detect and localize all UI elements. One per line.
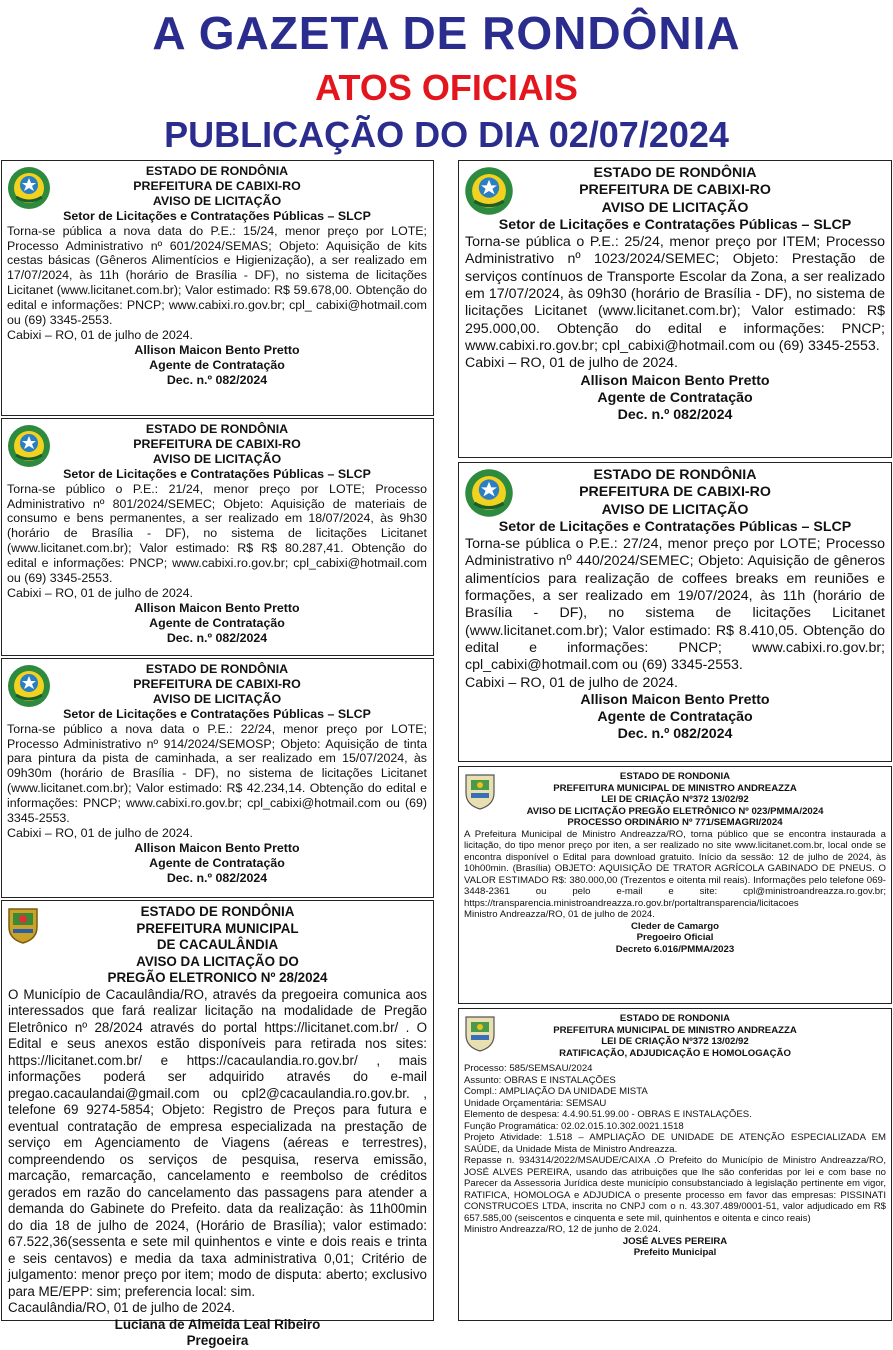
sector-heading: Setor de Licitações e Contratações Públicas – SLCP	[63, 208, 371, 223]
org-heading: PREFEITURA DE CABIXI-RO	[133, 676, 301, 691]
notice-title: AVISO DA LICITAÇÃO DO	[136, 953, 299, 969]
notice-ministro-andreazza-pregao-023	[458, 766, 892, 1004]
org-heading: PREFEITURA DE CABIXI-RO	[579, 484, 771, 501]
notice-cabixi-pe-25	[458, 160, 892, 458]
cacaulandia-crest-icon	[6, 905, 40, 945]
notice-ministro-andreazza-ratificacao	[458, 1008, 892, 1321]
place-date: Ministro Andreazza/RO, 01 de julho de 2024.	[464, 909, 655, 920]
notice-cacaulandia-pregao-28	[1, 900, 434, 1348]
ministro-andreazza-crest-icon	[463, 771, 497, 811]
signer-decree: Dec. n.º 082/2024	[166, 630, 268, 645]
state-heading: ESTADO DE RONDÔNIA	[145, 662, 289, 676]
sector-heading: Setor de Licitações e Contratações Públicas – SLCP	[498, 518, 852, 535]
ministro-andreazza-crest-icon	[463, 1013, 497, 1053]
signer-role: Agente de Contratação	[149, 855, 285, 870]
signer-name: Allison Maicon Bento Pretto	[580, 691, 770, 708]
detail-line: Função Programática: 02.02.015.10.302.0021.1518	[464, 1120, 684, 1132]
law-heading: LEI DE CRIAÇÃO Nº372 13/02/92	[601, 1036, 749, 1047]
place-date: Cabixi – RO, 01 de julho de 2024.	[7, 327, 193, 342]
notice-body: Repasse n. 934314/2022/MSAUDE/CAIXA .O Prefeito do Município de Ministro Andreazza/RO, JOSÉ ALVES PEREIRA, usando das atribuições que lhe são conferidas por lei e com base no Parecer da Assessoria Jurídica deste município consubstanciado à legislação pertinente em vigor, RATIFICA, HOMOLOGA e ADJUDICA o presente processo em favor das empresas: PISSINATI CONSTRUCOES LTDA, inscrita no CNPJ com o n. 43.307.489/0001-51, valor adjudicado em R$ 657.585,00 (seiscentos e cinquenta e sete mil, quinhentos e oitenta e cinco reais)	[464, 1155, 886, 1224]
state-heading: ESTADO DE RONDÔNIA	[593, 165, 757, 181]
place-date: Cabixi – RO, 01 de julho de 2024.	[7, 825, 193, 840]
signer-decree: Dec. n.º 082/2024	[617, 407, 733, 424]
publication-date: PUBLICAÇÃO DO DIA 02/07/2024	[164, 114, 729, 155]
notice-body: Torna-se pública o P.E.: 27/24, menor preço por LOTE; Processo Administrativo nº 440/2024/SEMEC; Objeto: Aquisição de gêneros alimentícios para realização de coffees breaks em reuniões e formações, a ser realizado em 19/07/2024, às 11h (horário de Brasília - DF), no sistema de licitações Licitanet (www.licitanet.com.br); Valor estimado: R$ 8.410,05. Obtenção do edital e informações: PNCP; www.cabixi.ro.gov.br; cpl_cabixi@hotmail.com ou (69) 3345-2553.	[465, 536, 885, 674]
sector-heading: Setor de Licitações e Contratações Públicas – SLCP	[63, 706, 371, 721]
state-heading: ESTADO DE RONDÔNIA	[593, 467, 757, 483]
state-heading: ESTADO DE RONDÔNIA	[145, 422, 289, 436]
state-heading: ESTADO DE RONDONIA	[619, 771, 731, 782]
notice-body: Torna-se pública o P.E.: 25/24, menor preço por ITEM; Processo Administrativo nº 1023/2024/SEMEC; Objeto: Prestação de serviços contínuos de Transporte Escolar da Zona, a ser realizado em 17/07/2024, às 09h30 (horário de Brasília - DF), no sistema de licitações Licitanet (www.licitanet.com.br); Valor estimado: R$ 295.000,00. Obtenção do edital e informações: PNCP; www.cabixi.ro.gov.br; cpl_cabixi@hotmail.com ou (69) 3345-2553.	[465, 234, 885, 354]
notice-title: AVISO DE LICITAÇÃO PREGÃO ELETRÔNICO Nº 023/PMMA/2024	[526, 805, 824, 817]
notice-cabixi-pe-21	[1, 418, 434, 656]
section-title: ATOS OFICIAIS	[315, 67, 578, 108]
detail-line: Unidade Orçamentária: SEMSAU	[464, 1097, 607, 1109]
signer-name: JOSÉ ALVES PEREIRA	[622, 1235, 728, 1247]
notice-body: Torna-se público o P.E.: 21/24, menor preço por LOTE; Processo Administrativo nº 801/2024/SEMEC; Objeto: Aquisição de materiais de consumo e bens permanentes, a ser realizado em 18/07/2024, às 9h30 (horário de Brasília - DF), no sistema de licitações Licitanet (www.licitanet.com.br); Valor estimado: R$ R$ 80.287,41. Obtenção do edital e informações: PNCP; www.cabixi.ro.gov.br; cpl_cabixi@hotmail.com ou (69) 3345-2553.	[7, 481, 427, 586]
signer-name: Allison Maicon Bento Pretto	[580, 372, 770, 389]
state-heading: ESTADO DE RONDÔNIA	[145, 164, 289, 178]
process-heading: PROCESSO ORDINÁRIO Nº 771/SEMAGRI/2024	[567, 817, 783, 828]
signer-decree: Dec. n.º 082/2024	[617, 726, 733, 743]
notice-body: A Prefeitura Municipal de Ministro Andreazza/RO, torna público que se encontra instaurada a licitação, do tipo menor preço por iten, a ser realizado no site www.licitanet.com.br, local onde se encontra disponível o Edital para download gratuito. Início da sessão: 12 de julho de 2024, às 10h00min. (Brasília) OBJETO: AQUISIÇÃO DE TRATOR AGRÍCOLA GABINADO DE PNEUS. O VALOR ESTIMADO R$: 380.000,00 (Trezentos e oitenta mil reais). Informações pelo telefone 069-3448-2361 ou pelo e-mail e site: cpl@ministroandreazza.ro.gov.br; https://transparencia.ministroandreazza.ro.gov.br/portaltransparencia/licitacoes	[464, 828, 886, 909]
org-heading: PREFEITURA DE CABIXI-RO	[133, 178, 301, 193]
notice-title: AVISO DE LICITAÇÃO	[601, 501, 749, 518]
cabixi-crest-icon	[6, 663, 52, 709]
signer-role: Agente de Contratação	[597, 389, 753, 406]
org-heading: PREFEITURA DE CABIXI-RO	[133, 436, 301, 451]
cabixi-crest-icon	[6, 423, 52, 469]
signer-role: Pregoeira	[186, 1333, 249, 1348]
org-heading: PREFEITURA DE CABIXI-RO	[579, 182, 771, 199]
notice-title: AVISO DE LICITAÇÃO	[601, 199, 749, 216]
detail-line: Elemento de despesa: 4.4.90.51.99.00 - OBRAS E INSTALAÇÕES.	[464, 1109, 752, 1120]
detail-line: Processo: 585/SEMSAU/2024	[464, 1063, 593, 1074]
notice-cabixi-pe-27	[458, 462, 892, 762]
org-heading: PREFEITURA MUNICIPAL	[136, 920, 299, 936]
place-date: Cabixi – RO, 01 de julho de 2024.	[465, 674, 678, 691]
sector-heading: Setor de Licitações e Contratações Públicas – SLCP	[63, 466, 371, 481]
place-date: Ministro Andreazza/RO, 12 de junho de 2.024.	[464, 1224, 661, 1235]
notice-title: AVISO DE LICITAÇÃO	[152, 193, 282, 208]
signer-name: Allison Maicon Bento Pretto	[134, 600, 300, 615]
notice-title-2: PREGÃO ELETRONICO Nº 28/2024	[107, 970, 328, 985]
signer-role: Agente de Contratação	[149, 615, 285, 630]
notice-cabixi-pe-15	[1, 160, 434, 416]
signer-role: Agente de Contratação	[597, 709, 753, 726]
org-heading-2: DE CACAULÂNDIA	[156, 937, 279, 952]
notice-title: AVISO DE LICITAÇÃO	[152, 451, 282, 466]
activity-line: Projeto Atividade: 1.518 – AMPLIAÇÃO DE UNIDADE DE ATENÇÃO ESPECIALIZADA EM SAÚDE, da Unidade Mista de Ministro Andreazza.	[464, 1132, 886, 1155]
signer-role: Pregoeiro Oficial	[636, 932, 714, 943]
notice-body: O Município de Cacaulândia/RO, através da pregoeira comunica aos interessados que fará realizar licitação na modalidade de Pregão Eletrônico nº 28/2024 através do portal https://licitanet.com.br/ . O Edital e seus anexos estão disponíveis para retirada nos sites: https://licitanet.com.br/ e https://cacaulandia.ro.gov.br/ , mais informações poderá ser adquirido através do e-mail pregao.cacaulandai@gmail.com ou cpl2@cacaulandia.ro.gov.br. , telefone 69 9274-5854; Objeto: Registro de Preços para futura e eventual contratação de empresa especializada na prestação de serviço em Agenciamento de Viagens (aéreas e terrestres), compreendendo os serviços de pesquisa, reserva emissão, marcação, remarcação, cancelamento e reembolso de créditos gerados em razão do cancelamento das passagens para atender a demanda do Gabinete do Prefeito. data da realização: às 11h00min do dia 18 de julho de 2024, (Horário de Brasília); valor estimado: 67.522,36(sessenta e sete mil quinhentos e vinte e dois reais e trinta e seis centavos) e media da taxa administrativa 0,01; Critério de julgamento: menor preço por item; modo de disputa: aberto; exclusivo para ME/EPP: sim; preferencia local: sim.	[8, 986, 427, 1299]
state-heading: ESTADO DE RONDONIA	[619, 1013, 731, 1024]
notice-body: Torna-se pública a nova data do P.E.: 15/24, menor preço por LOTE; Processo Administrativo nº 601/2024/SEMAS; Objeto: Aquisição de kits cestas básicas (Gêneros Alimentícios e Higienização), a ser realizado em 17/07/2024, às 11h (horário de Brasília - DF), no sistema de licitações Licitanet (www.licitanet.com.br); Valor estimado: R$ 59.678,00. Obtenção do edital e informações: PNCP; www.cabixi.ro.gov.br; cpl_ cabixi@hotmail.com ou (69) 3345-2553.	[7, 223, 427, 328]
cabixi-crest-icon	[463, 467, 515, 519]
signer-name: Luciana de Almeida Leal Ribeiro	[114, 1316, 321, 1332]
law-heading: LEI DE CRIAÇÃO Nº372 13/02/92	[601, 794, 749, 805]
signer-decree: Decreto 6.016/PMMA/2023	[615, 943, 735, 955]
signer-decree: Dec. n.º 082/2024	[166, 870, 268, 885]
signer-name: Allison Maicon Bento Pretto	[134, 840, 300, 855]
signer-role: Prefeito Municipal	[633, 1247, 717, 1258]
notice-cabixi-pe-22	[1, 658, 434, 898]
cabixi-crest-icon	[6, 165, 52, 211]
detail-line: Compl.: AMPLIAÇÃO DA UNIDADE MISTA	[464, 1086, 648, 1097]
sector-heading: Setor de Licitações e Contratações Públicas – SLCP	[498, 216, 852, 233]
org-heading: PREFEITURA MUNICIPAL DE MINISTRO ANDREAZZA	[553, 1024, 797, 1036]
org-heading: PREFEITURA MUNICIPAL DE MINISTRO ANDREAZZA	[553, 782, 797, 794]
notice-title: RATIFICAÇÃO, ADJUDICAÇÃO E HOMOLOGAÇÃO	[559, 1047, 791, 1059]
notice-body: Torna-se público a nova data o P.E.: 22/24, menor preço por LOTE; Processo Administrativo nº 914/2024/SEMOSP; Objeto: Aquisição de tinta para pintura da pista de caminhada, a ser realizado em 15/07/2024, às 09h30m (horário de Brasília - DF), no sistema de licitações Licitanet (www.licitanet.com.br); Valor estimado: R$ 42.234,14. Obtenção do edital e informações: PNCP; www.cabixi.ro.gov.br; cpl_cabixi@hotmail.com ou (69) 3345-2553.	[7, 721, 427, 826]
place-date: Cabixi – RO, 01 de julho de 2024.	[465, 355, 678, 372]
signer-name: Allison Maicon Bento Pretto	[134, 342, 300, 357]
notice-title: AVISO DE LICITAÇÃO	[152, 691, 282, 706]
cabixi-crest-icon	[463, 165, 515, 217]
signer-name: Cleder de Camargo	[631, 920, 719, 932]
place-date: Cacaulândia/RO, 01 de julho de 2024.	[8, 1300, 236, 1315]
state-heading: ESTADO DE RONDÔNIA	[140, 904, 295, 919]
newspaper-title: A GAZETA DE RONDÔNIA	[152, 7, 741, 59]
detail-line: Assunto: OBRAS E INSTALAÇÕES	[464, 1074, 616, 1086]
place-date: Cabixi – RO, 01 de julho de 2024.	[7, 585, 193, 600]
signer-decree: Dec. n.º 082/2024	[166, 372, 268, 387]
signer-role: Agente de Contratação	[149, 357, 285, 372]
